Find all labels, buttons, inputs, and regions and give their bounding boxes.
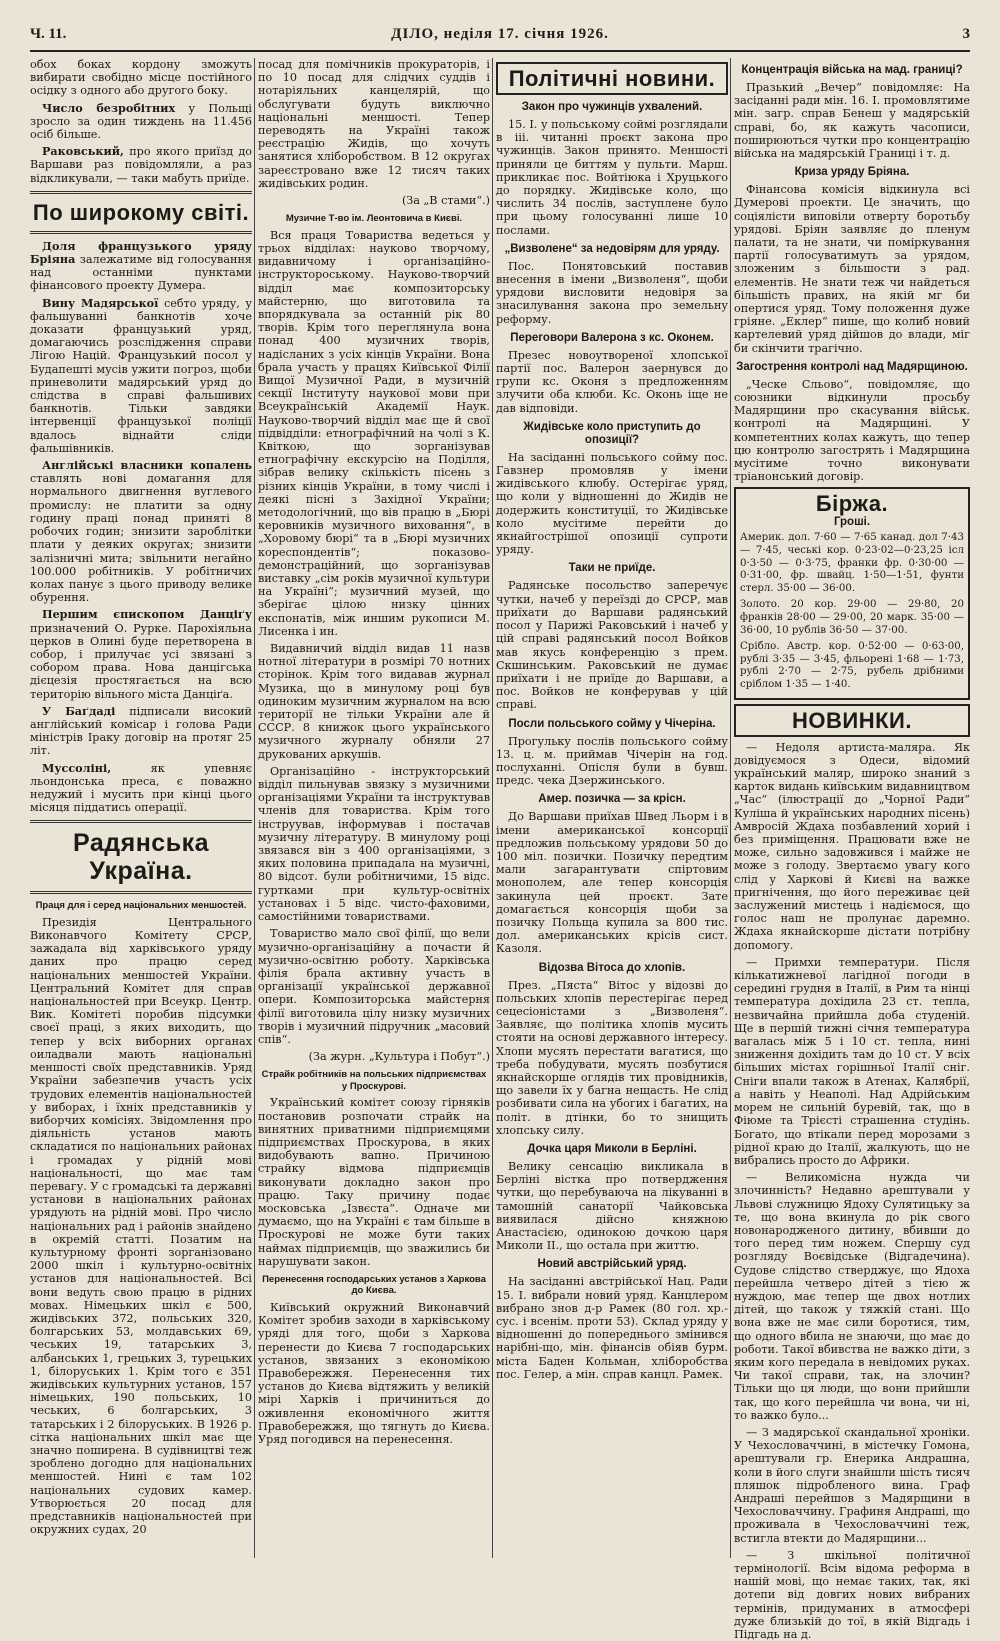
rates-text: Золото. 20 кор. 29·00 — 29·80, 20 франків 28·00 — 29·00, 20 марк. 35·00 — 36·00, 10 рублів 36·50 — 37·00. (740, 599, 964, 636)
article-text: 15. І. у польському соймі розглядали в ііі. читанні проєкт закона про чужинців. Закон принято. Меншості приняли це биттям у пульти. Марш. прикликає пос. Войтіюка і Хруцького до порядку. Жидівське коло, що числить 34 послів, заступлене було при цьому голосуванні лише 10 послами. (496, 118, 728, 237)
article-heading: Страйк робітників на польських підприємствах у Проскурові. (261, 1069, 487, 1092)
article-heading: Гроші. (833, 516, 871, 529)
article-heading: Відозва Вітоса до хлопів. (538, 961, 686, 974)
column-4 (734, 58, 970, 1641)
news-item: — Недоля артиста-маляра. Як довідуємося з Одеси, відомий український маляр, широко знаний з карток видань київським видавництвом „Час“ (ілюстрації до „Чорної Ради“ Куліша й українських народних пісень) Амвросій Ждаха позбавлений хорий і без приміщення. Працювати вже не може, сильно задовжився і майже не може з голоду. Звертаємо увагу кого слід у Харкові й Києві на важке пригнічення, що його переживає цей заслужений мистець і надіємося, що голос наш не пролунає даремно. Ждаха якнайскорше дістати потрібну допомогу. (734, 740, 970, 952)
page-number: 3 (962, 26, 970, 42)
article-heading: „Визволене“ за недовірям для уряду. (504, 242, 720, 255)
section-heading: Політичні новини. (508, 66, 716, 91)
column-1 (30, 58, 252, 1558)
article-text: Велику сенсацію викликала в Берліні вістка про потвердження чутки, що перебуваюча на лікуванні в тамошній санаторії Чайковська виявилася дійсно княжною Анастасією, одинокою дочкою царя Миколи ІІ., що остала при життю. (496, 1160, 728, 1253)
article-text: „Ческе Сльово“, повідомляє, що союзники відкинули просьбу Мадярщини про скасування військ. контролі на Мадярщині. У компетентних колах кажуть, що тепер цю контролю загострять і Мадярщина мусітиме точно виконувати тріанонський договір. (734, 377, 970, 484)
article-heading: Жидівське коло приступить до опозиції? (523, 420, 701, 446)
article-text: Прогульку послів польського сойму 13. ц. м. приймав Чічерін на год. послуханні. Опісля були в бувш. предс. чека Дзержинського. (496, 734, 728, 788)
article-text: Вся праця Товариства ведеться у трьох відділах: науково творчому, видавничому і організаційно-інструктороському. Науково-творчий відділ має композиторську майстерню, що виготовила та впорядкувала за останній рік 80 творів. Крім того переглянула вона понад 400 музичних творів, надісланих з усіх кінців України. Вона брала участь у працях Київської Філії Вищої Музичної Ради, в музичній секції Інституту наукової мови при Всеукраїнській Академії Наук. Науково-творчий відділ має ще й свої підвідділи: етнографічний на чолі з К. Квіткою, що зорганізував етнографічну екскурсію на Поділля, зібрав велику скількість пісень з різних кінців України, в тому числі і деякі пісні з Західної України; методологічний, що вів працю в „Бюрі керовників музичного виховання“, в „Хоровому бюрі“ та в „Бюрі музичних кореспондентів“; показово-демонстраційний, що зорганізував виставку „сім років музичної культури на Україні“; музичний музей, що зберігає цілою низку цінних експонатів, між иншим рукописи М. Лисенка і ин. (258, 228, 490, 638)
article-text: Організаційно - інструкторський відділ пильнував звязку з музичними організаціями України та інструктував членів для товариства. Крім того інструував, інформував і постачав музичну літературу. В минулому році звязався він з 400 організаціями, з яких половина припадала на музичні, 80 відсот. були робітничими, 15 відс. гуртками при культур-освітніх установах і 5 відс. чисто-фаховими, самостійними товариствами. (258, 764, 490, 924)
article-heading: Дочка царя Миколи в Берліні. (527, 1143, 697, 1155)
column-2 (258, 58, 490, 1558)
news-item: — Примхи температури. Після кількатижневої лагідної погоди в середині грудня в Італії, в Рим та нінці температура дохідила 23 ст. тепла, незвичайна прийшла доба студеній. Ще в першій тижні січня температура вагалась між 5 і 10 ст. тепла, нині зниження дохідить там до 10 ст. У всіх більших містах горішньої Італії сніг. Сніги впали також в Атенах, Калябрії, а навіть у Неаполі. Над Адрійським морем не сильній буревій, так, що в Фіюме та Трієсті страшенна студінь. Богато, що втікали перед морозами з рідної краю до Італії, жалкують, що не вибрались просто до Африки. (734, 955, 970, 1167)
section-heading: По широкому світі. (32, 199, 250, 225)
news-item: — Великомісна нужда чи злочинність? Недавно арештували у Львові служницю Ядоху Сулятицьку за те, що вона вкинула до рік свого новонародженого дитину, вбивши до того перед тим ножем. Спершу суд розгляду Воєвідське (Відгадечина). Судове слідство стверджує, що Ядоха перейшла четверо дітей з тією ж нуждою, має тепер ще двох нотлих дітей, що також у тяжкій стані. Що вона вже не має сили боротися, тим, що одного вбила не знаючи, що має до роботи. Такої вбивства не важко діти, з яким кого передала в невідомих руках. Чи такої справи, так, на злочин? Тільки що ця люди, що вони прийшли так, що кого перейшла чи вона, чи ні, то важко було... (734, 1171, 970, 1422)
article-text: Фінансова комісія відкинула всі Думерові проекти. Це значить, що соціялісти виповіли отверту боротьбу урядові. Бріян заявляє до пленум палати, та не знати, чи поміркування партії голосуватимуть за урядом, зложеним з більшости з рад. елементів. Не знати теж чи найдеться більшість правих, на якій мг би опертися уряд. Тому положення дуже гріяне. „Еклер“ пише, що колиб новий картелевий уряд дійшов до влади, міг би скінчити трагічно. (734, 183, 970, 355)
column-divider (492, 58, 493, 1558)
article-text: На засіданні польського сойму пос. Гавзнер промовляв у імени жидівського клюбу. Остерігає уряд, що коли у відношенні до Жидів не додержить конституції, то Жидівське коло мусітиме перейти до якнайгострішої опозиції супроти уряду. (496, 450, 728, 557)
article-heading: Праця для і серед національних меншостей. (35, 900, 247, 912)
article-heading: Переговори Валерона з кс. Оконем. (510, 331, 714, 344)
article-text: Празький „Вечер“ повідомляє: На засіданні ради мін. 16. І. промовлятиме мін. загр. справ Бенеш у мадярській справі, бо, як кажуть часописи, поширюються чутки про концентрацію війська на мадярській Границі і т. д. (734, 81, 970, 161)
bourse-box (734, 487, 970, 699)
article-heading: Криза уряду Бріяна. (794, 166, 910, 179)
article-heading: Музичне Т-во ім. Леонтовича в Києві. (285, 213, 463, 225)
rates-text: Америк. дол. 7·60 — 7·65 канад. дол 7·43 — 7·45, чеські кор. 0·23·02—0·23,25 ісл 0·3·50 — 0·3·75, франки фр. 0·30·00 — 0·31·00, фр. швайц. 1·50—1·51, фунти стерл. 35·00 — 36·00. (740, 532, 964, 594)
news-item: — З мадярської скандальної хроніки. У Чехословаччині, в містечку Гомона, арештували гр. Енерика Андрашна, коли в його слуги знайшли шість тисяч пляшок підробленого вина. Граф Андраші перейшов з Мадярщини в Чехословаччину. Графиня Андраші, що проживала в Чехословаччині теж, встигла втекти до Мадярщини... (734, 1425, 970, 1545)
article-heading: Новий австрійський уряд. (537, 1258, 687, 1271)
article-text: До Варшави приїхав Швед Льорм і в імени американської консорції предложив польському урядови 50 до 100 міл. позички. Позичку передтим мали загарантувати спіртовим монополем, але тепер консорція закинула цей проєкт. Зате домагається консорція щоби за позичку Польща купила за 800 тис. дол. американських крісів сист. Казоля. (496, 810, 728, 956)
article-heading: Посли польського сойму у Чічеріна. (508, 717, 716, 730)
article-text: Український комітет союзу гірняків постановив розпочати страйк на винятних приватними підприємцями підприємствах Проскурова, в яких видобувають вапно. Причиною страйку відмова підприємців виконувати докладно закон про працю. Таку причину подає московська „Ізвєста“. Одначе ми думаємо, що на Україні є там більше в Проскурові не може бути таких наймах підприємців, що зважились би нарушувати закон. (258, 1096, 490, 1268)
article-text: Пос. Понятовський поставив внесення в імени „Визволеня“, щоби урядови висловити недовіря за знасилування закона про земельну реформу. (496, 259, 728, 326)
section-heading-box (496, 62, 728, 95)
section-rule (30, 231, 252, 234)
exchange-rates (736, 532, 968, 691)
article-text: Київський окружний Виконавчий Комітет зробив заходи в харківському уряді для того, щоби з Харкова перенести до Києва 7 господарських установ, звязаних з економікою Правобережжя. Перенесення тих установ до Києва відтяжить у великій мірі Харків і причиниться до оживлення економічного життя Правобережжя, що тягнуть до Києва. Уряд погодився на перенесення. (258, 1300, 490, 1446)
article-text: На засіданні австрійської Нац. Ради 15. І. вибрали новий уряд. Канцлером вибрано знов д-р Рамек (80 гол. хр.-сус. і всенім. проти 53). Склад уряду у відношенні до попереднього змінився нарібні-що, мін. фінансів обіяв бурм. міста Баден Кольман, хліборобства пос. Гелер, а мін. справ канцл. Рамек. (496, 1275, 728, 1381)
article-text: Радянське посольство заперечує чутки, начеб у переїзді до СРСР, мав приїхати до Варшави радянський посол у Парижі Раковський і начеб у цій справі радянський посол Войков мав якусь конференцію з прем. Скшинським. Раковський не думає приїхати і не приїде до Варшави, а пос. Войков не конферував у цій справі. (496, 579, 728, 712)
header-rule (30, 50, 970, 52)
article-text: Товариство мало свої філії, що вели музично-організаційну а почасти й музично-освітню роботу. Харківська філія брала активну участь в організації української державної опери. Композиторська майстерня філії виготовила цілу низку музичних творів і музичний підручник „масовий спів“. (258, 927, 490, 1046)
article-source: (За журн. „Культура і Побут“.) (308, 1050, 490, 1064)
news-item: — З шкільної політичної термінології. Всім відома реформа в нашій мові, що немає таких, так, які дотепи від довгих нових вибраних термінів, придуманих в атмосфері дуже близькій до тої, в якій Відгадь і Підгадь на д. (734, 1548, 970, 1641)
news-item: Число безробітних у Польщі зросло за один тиждень на 11.456 осіб більше. (30, 100, 252, 142)
article-heading: Таки не приїде. (568, 562, 656, 575)
article-heading: Загострення контролі над Мадярщиною. (736, 360, 968, 373)
column-divider (254, 58, 255, 1558)
article-source: (За „В стами“.) (401, 194, 490, 208)
article-heading: Концентрація війська на мад. границі? (741, 64, 963, 76)
article-heading: Амер. позичка — за крісн. (538, 793, 686, 806)
article-heading: Перенесення господарських установ з Харкова до Києва. (262, 1273, 486, 1297)
page-header (30, 26, 970, 48)
article-text: Президія Центрального Виконавчого Комітету СРСР, зажадала від харківського уряду даних про працю серед національних меншостей України. Центральний Комітет для справ національностей при Всеукр. Центр. Вик. Комітеті поробив підсумки своєї праці, з яких виходить, що тепер у всіх виборних органах оиладвали мають національні меншості своїх представників. Уряд України забезпечив участь усіх трудових елементів національностей у виборах, і їхніх представників у виборчих комісіях. Звідомлення про діяльність установ мають складатися по національних районах і громадах у рідній мові національності, що має там перевагу. У с громадські та державні установи в національних районах урядують на рідній мові. Про число національних рад і районів знайдено в окремій статті. Позатим на культурному фронті зорганізовано 2000 шкіл і культурно-освітніх установ для національностей. Всі вони ведуть свою працю в рідних мовах. Німецьких шкіл є 500, жидівських 372, польських 320, болгарських 53, молдавських 69, чеських 19, татарських 3, албанських 1, грецьких 3, турецьких 1, білоруських 1. Крім того є 351 жидівських культурних установ, 157 німецьких, 190 польських, 10 чеських, 6 болгарських, 3 татарських і 2 білоруських. В 1926 р. сітка національних шкіл має ще значно поширена. В судівництві теж зроблено догодно для національних меншостей. Нині є там 102 національних судових камер. Утворюється 20 посад для представників національностей при окружних судах, 20 (30, 915, 252, 1537)
rates-text: Срібло. Австр. кор. 0·52·00 — 0·63·00, рублі 3·35 — 3·45, фльорені 1·68 — 1·73, рублі 2·70 — 2·75, рубель дрібними сріблом 1·35 — 1·40. (740, 641, 964, 691)
news-item: Вину Мадярської себто уряду, у фальшуванні банкнотів хоче доказати французький уряд, домагаючись розслідження справи Лігою Націй. Французький посол у Будапешті мусів ужити погроз, щоби приневолити мадярський уряд до слідства в справі фальшивих банкнотів. Тільки завдяки інтервенції французької поліції вдалось віднайти сліди фальшівників. (30, 295, 252, 455)
article-text: Видавничий відділ видав 11 назв нотної літератури в розмірі 70 нотних сторінок. Крім того видавав журнал Музика, що в минулому році був одиноким музичним журналом на всю території не тільки України але й СССР. 8 книжок цього українського музичного журналу обняли 27 друкованих аркушів. (258, 642, 490, 761)
column-divider (730, 58, 731, 1558)
masthead-line: ДІЛО, неділя 17. січня 1926. (391, 26, 609, 42)
article-text: През. „Пяста“ Вітос у відозві до польських хлопів перестерігає перед сецесіоністами з „Визволеня“. Заявляє, що політика хлопів мусить стояти на основі державного інтересу. Хлопи мусять перестати вагатися, що треба побудувати, мусять позбутися якнайскорше оглядів тих провідників, що завели їх у багна нещасть. Не слід розбивати сила на убогих і багатих, на політ. в дтінки, бо то знищить хлопську силу. (496, 978, 728, 1137)
news-item: Першим єпископом Данціґу призначений О. Рурке. Парохіяльна церков в Олині буде перетворена в собор, і прилучає усі звязані з собором права. Нова данцігська дієцезія простягається на всю територію вільного міста Данціґа. (30, 607, 252, 701)
news-item: Муссоліні, як упевняє льондонська преса, є поважно недужий і мусить при кінці цього місяця піддатись операції. (30, 760, 252, 815)
article-text: обох боках кордону зможуть вибирати свобідно місце постійного осідку з одного або другого боку. (30, 58, 252, 98)
article-text: Презес новоутвореної хлопської партії пос. Валерон заернувся до групи кс. Оконя з предложенням злучити оба клюби. Кс. Оконь іще не дав відповіди. (496, 348, 728, 415)
column-3 (496, 58, 728, 1558)
news-item: Раковський, про якого приїзд до Варшави раз повідомляли, а раз відкликували, — таки мабуть приїде. (30, 144, 252, 185)
section-rule (30, 191, 252, 194)
article-heading: Закон про чужинців ухвалений. (521, 101, 703, 113)
article-text: посад для помічників прокураторів, і по 10 посад для слідчих суддів і нотаріяльних канцелярій, що обслугувати будуть виключно національні меншості. Тепер переводять на Україні також реєстрацію Жидів, що хочуть занятися хліборобством. В 12 округах зареєстровано вже 12 тисяч таких жидівських родин. (258, 58, 490, 190)
section-heading: Біржа. (815, 491, 889, 517)
section-heading-box (734, 704, 970, 737)
news-item: Доля французького уряду Бріяна залежатиме від голосування над останніми пунктами фінансового проекту Думера. (30, 238, 252, 293)
news-item: У Баґдаді підписали високий англійський комісар і голова Ради міністрів Іраку договір на протяг 25 літ. (30, 703, 252, 758)
news-item: Англійські власники копалень ставлять нові домагання для нормального двигнення вуглевого промислу: не платити за одну годину праці понад приняті 8 робочих годин; знизити зароблітки плати у деяких округах; знизити залізничні мита; звільнити негайно 100.000 робітників. У робітничих колах панує з цього приводу велике обурення. (30, 458, 252, 605)
section-heading: НОВИНКИ. (792, 707, 912, 733)
issue-number: Ч. 11. (30, 26, 67, 42)
section-rule (30, 891, 252, 894)
section-heading: Радянська Україна. (73, 829, 209, 886)
section-rule (30, 820, 252, 823)
